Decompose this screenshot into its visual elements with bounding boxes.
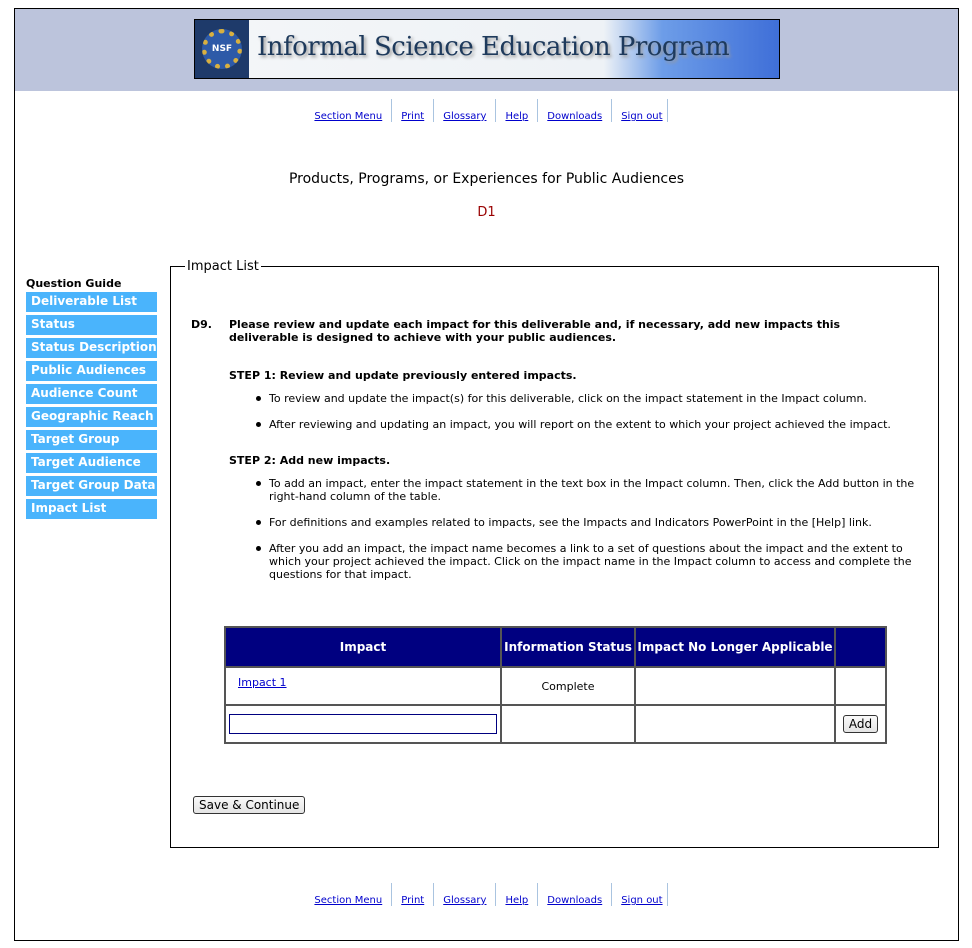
step1-list xyxy=(229,392,919,444)
header-impact: Impact xyxy=(225,627,501,667)
nav-print[interactable]: Print xyxy=(392,99,434,122)
sidebar-item-impact-list[interactable]: Impact List xyxy=(26,499,157,519)
nav-help[interactable]: Help xyxy=(496,99,538,122)
status-cell: Complete xyxy=(501,667,635,705)
sidebar-item-public-audiences[interactable]: Public Audiences xyxy=(26,361,157,381)
sidebar-item-status-description[interactable]: Status Description xyxy=(26,338,157,358)
nav-help[interactable]: Help xyxy=(496,883,538,906)
list-item: To review and update the impact(s) for this deliverable, click on the impact statement in the Impact column. xyxy=(269,392,919,405)
header-information-status: Information Status xyxy=(501,627,635,667)
question-guide-heading: Question Guide xyxy=(26,277,122,290)
sidebar-item-target-group-data[interactable]: Target Group Data xyxy=(26,476,157,496)
sidebar-item-audience-count[interactable]: Audience Count xyxy=(26,384,157,404)
top-nav xyxy=(15,99,958,122)
empty-cell xyxy=(501,705,635,743)
save-continue-button[interactable]: Save & Continue xyxy=(193,796,305,814)
section-legend: Impact List xyxy=(187,259,259,274)
sidebar-item-geographic-reach[interactable]: Geographic Reach xyxy=(26,407,157,427)
seal-text: NSF xyxy=(202,29,242,69)
impact-link[interactable]: Impact 1 xyxy=(238,676,287,689)
header-action xyxy=(835,627,886,667)
step2-list xyxy=(229,477,919,594)
sidebar-item-target-audience[interactable]: Target Audience xyxy=(26,453,157,473)
header-no-longer-applicable: Impact No Longer Applicable xyxy=(635,627,835,667)
nav-glossary[interactable]: Glossary xyxy=(434,99,496,122)
nav-glossary[interactable]: Glossary xyxy=(434,883,496,906)
nav-downloads[interactable]: Downloads xyxy=(538,99,612,122)
impact-table xyxy=(224,626,887,744)
nav-sign-out[interactable]: Sign out xyxy=(612,883,667,906)
action-cell xyxy=(835,667,886,705)
header-band xyxy=(15,9,958,91)
nav-section-menu[interactable]: Section Menu xyxy=(305,883,392,906)
nav-sign-out[interactable]: Sign out xyxy=(612,99,667,122)
new-impact-row xyxy=(225,705,886,743)
list-item: After you add an impact, the impact name becomes a link to a set of questions about the impact and the extent to which your project achieved the impact. Click on the impact name in the Impact column to access and complete the questions for that impact. xyxy=(269,542,919,581)
banner-title: Informal Science Education Program xyxy=(257,32,730,62)
table-row xyxy=(225,667,886,705)
page-frame xyxy=(14,8,959,941)
list-item: For definitions and examples related to impacts, see the Impacts and Indicators PowerPoint in the [Help] link. xyxy=(269,516,919,529)
bottom-nav xyxy=(15,883,958,906)
new-impact-input[interactable] xyxy=(229,714,497,734)
sidebar-item-status[interactable]: Status xyxy=(26,315,157,335)
nav-section-menu[interactable]: Section Menu xyxy=(305,99,392,122)
sidebar xyxy=(26,292,157,522)
page-title: Products, Programs, or Experiences for Public Audiences xyxy=(288,171,685,187)
step2-heading: STEP 2: Add new impacts. xyxy=(229,454,391,467)
add-button[interactable]: Add xyxy=(843,715,878,733)
deliverable-code: D1 xyxy=(477,205,496,220)
list-item: To add an impact, enter the impact statement in the text box in the Impact column. Then, click the Add button in the right-hand column of the table. xyxy=(269,477,919,503)
nsf-seal-icon xyxy=(195,20,249,78)
nav-downloads[interactable]: Downloads xyxy=(538,883,612,906)
question-text: Please review and update each impact for this deliverable and, if necessary, add new impacts this deliverable is designed to achieve with your public audiences. xyxy=(229,318,841,344)
no-longer-applicable-cell xyxy=(635,667,835,705)
list-item: After reviewing and updating an impact, you will report on the extent to which your project achieved the impact. xyxy=(269,418,919,431)
nav-print[interactable]: Print xyxy=(392,883,434,906)
question xyxy=(191,318,891,344)
sidebar-item-deliverable-list[interactable]: Deliverable List xyxy=(26,292,157,312)
sidebar-item-target-group[interactable]: Target Group xyxy=(26,430,157,450)
banner xyxy=(194,19,780,79)
step1-heading: STEP 1: Review and update previously entered impacts. xyxy=(229,369,577,382)
impact-list-section xyxy=(170,259,939,848)
question-number: D9. xyxy=(191,318,212,331)
empty-cell xyxy=(635,705,835,743)
